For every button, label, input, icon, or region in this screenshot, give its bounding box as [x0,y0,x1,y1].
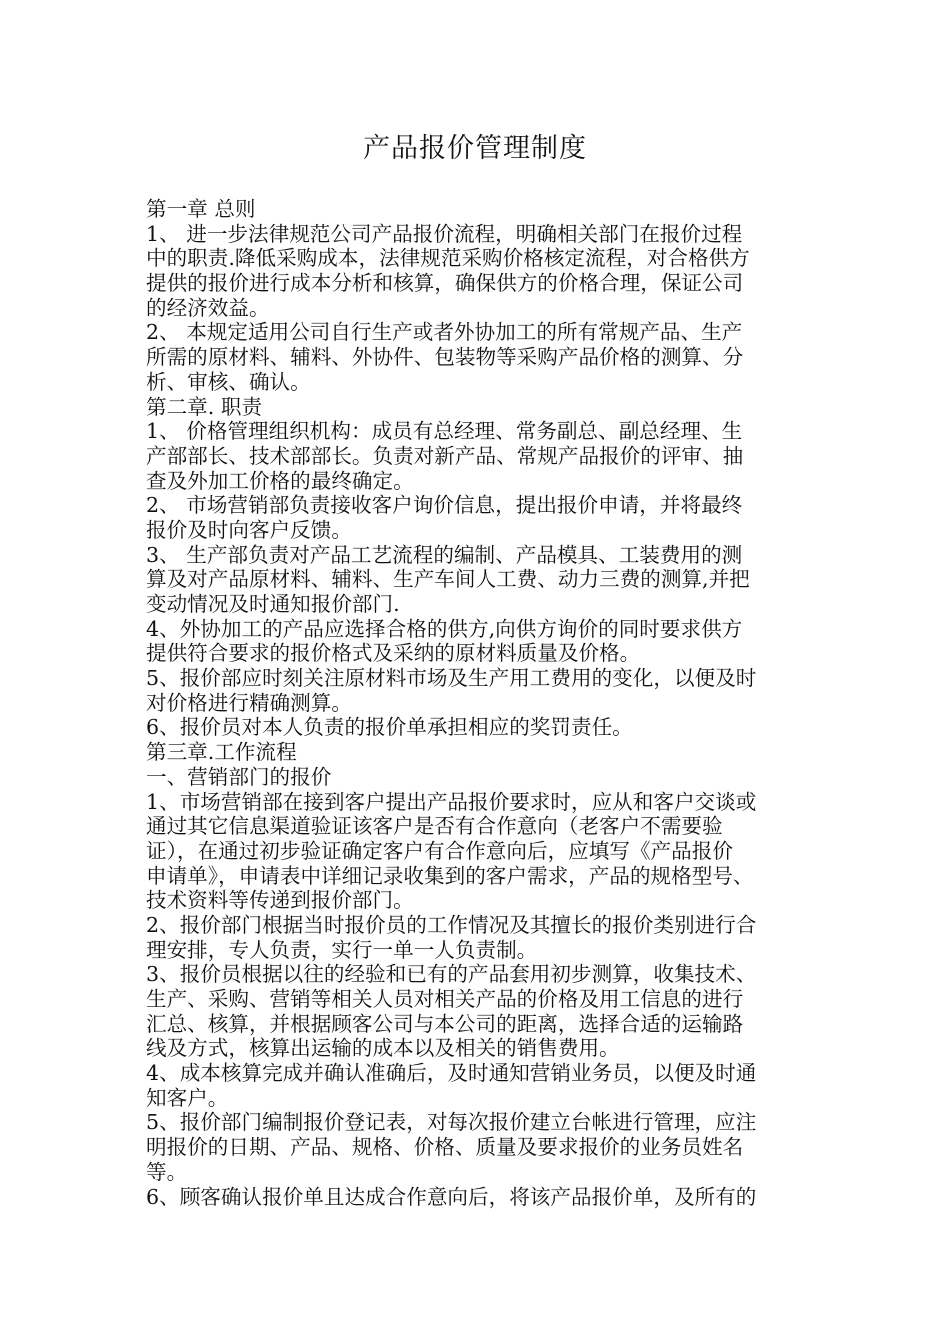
text-line: 的经济效益。 [146,295,270,320]
text-line: 2、 市场营销部负责接收客户询价信息，提出报价申请，并将最终 [146,493,743,518]
text-line: 申请单》，申请表中详细记录收集到的客户需求，产品的规格型号、 [146,863,754,888]
text-line: 产部部长、技术部部长。负责对新产品、常规产品报价的评审、抽 [146,443,744,468]
text-line: 5、报价部应时刻关注原材料市场及生产用工费用的变化，以便及时 [146,666,757,691]
text-line: 1、 进一步法律规范公司产品报价流程，明确相关部门在报价过程 [146,221,743,246]
text-line: 明报价的日期、产品、规格、价格、质量及要求报价的业务员姓名 [146,1135,744,1160]
text-line: 查及外加工价格的最终确定。 [146,468,414,493]
text-line: 算及对产品原材料、辅料、生产车间人工费、动力三费的测算,并把 [146,567,750,592]
text-line: 提供的报价进行成本分析和核算，确保供方的价格合理，保证公司 [146,271,744,296]
text-line: 汇总、核算，并根据顾客公司与本公司的距离，选择合适的运输路 [146,1011,744,1036]
text-line: 析、审核、确认。 [146,369,311,394]
text-line: 知客户。 [146,1085,229,1110]
text-line: 提供符合要求的报价格式及采纳的原材料质量及价格。 [146,641,641,666]
text-line: 证），在通过初步验证确定客户有合作意向后，应填写《产品报价 [146,838,733,863]
text-line: 变动情况及时通知报价部门. [146,592,400,616]
text-line: 所需的原材料、辅料、外协件、包装物等采购产品价格的测算、分 [146,345,744,370]
text-line: 1、 价格管理组织机构：成员有总经理、常务副总、副总经理、生 [146,419,743,444]
document-body [146,197,818,1209]
text-line: 6、顾客确认报价单且达成合作意向后，将该产品报价单，及所有的 [146,1184,757,1209]
text-line: 2、报价部门根据当时报价员的工作情况及其擅长的报价类别进行合 [146,912,757,937]
text-line: 等。 [146,1159,188,1184]
text-line: 对价格进行精确测算。 [146,690,352,715]
text-line: 一、营销部门的报价 [146,764,332,789]
text-line: 第二章. 职责 [146,394,263,419]
text-line: 2、 本规定适用公司自行生产或者外协加工的所有常规产品、生产 [146,320,743,345]
text-line: 1、市场营销部在接到客户提出产品报价要求时，应从和客户交谈或 [146,789,757,814]
text-line: 线及方式，核算出运输的成本以及相关的销售费用。 [146,1036,620,1061]
document-title: 产品报价管理制度 [363,133,587,164]
text-line: 技术资料等传递到报价部门。 [146,888,414,913]
text-line: 第三章.工作流程 [146,740,297,765]
text-line: 第一章 总则 [146,197,256,221]
text-line: 3、报价员根据以往的经验和已有的产品套用初步测算，收集技术、 [146,962,757,987]
text-line: 3、 生产部负责对产品工艺流程的编制、产品模具、工装费用的测 [146,542,743,567]
text-line: 理安排，专人负责，实行一单一人负责制。 [146,937,538,962]
text-line: 6、报价员对本人负责的报价单承担相应的奖罚责任。 [146,715,633,740]
text-line: 通过其它信息渠道验证该客户是否有合作意向（老客户不需要验 [146,814,723,839]
text-line: 5、报价部门编制报价登记表，对每次报价建立台帐进行管理，应注 [146,1110,757,1135]
text-line: 4、成本核算完成并确认准确后，及时通知营销业务员，以便及时通 [146,1061,757,1086]
text-line: 中的职责.降低采购成本，法律规范采购价格核定流程，对合格供方 [146,246,750,271]
text-line: 报价及时向客户反馈。 [146,517,352,542]
text-line: 4、外协加工的产品应选择合格的供方,向供方询价的同时要求供方 [146,616,743,641]
text-line: 生产、采购、营销等相关人员对相关产品的价格及用工信息的进行 [146,987,744,1011]
